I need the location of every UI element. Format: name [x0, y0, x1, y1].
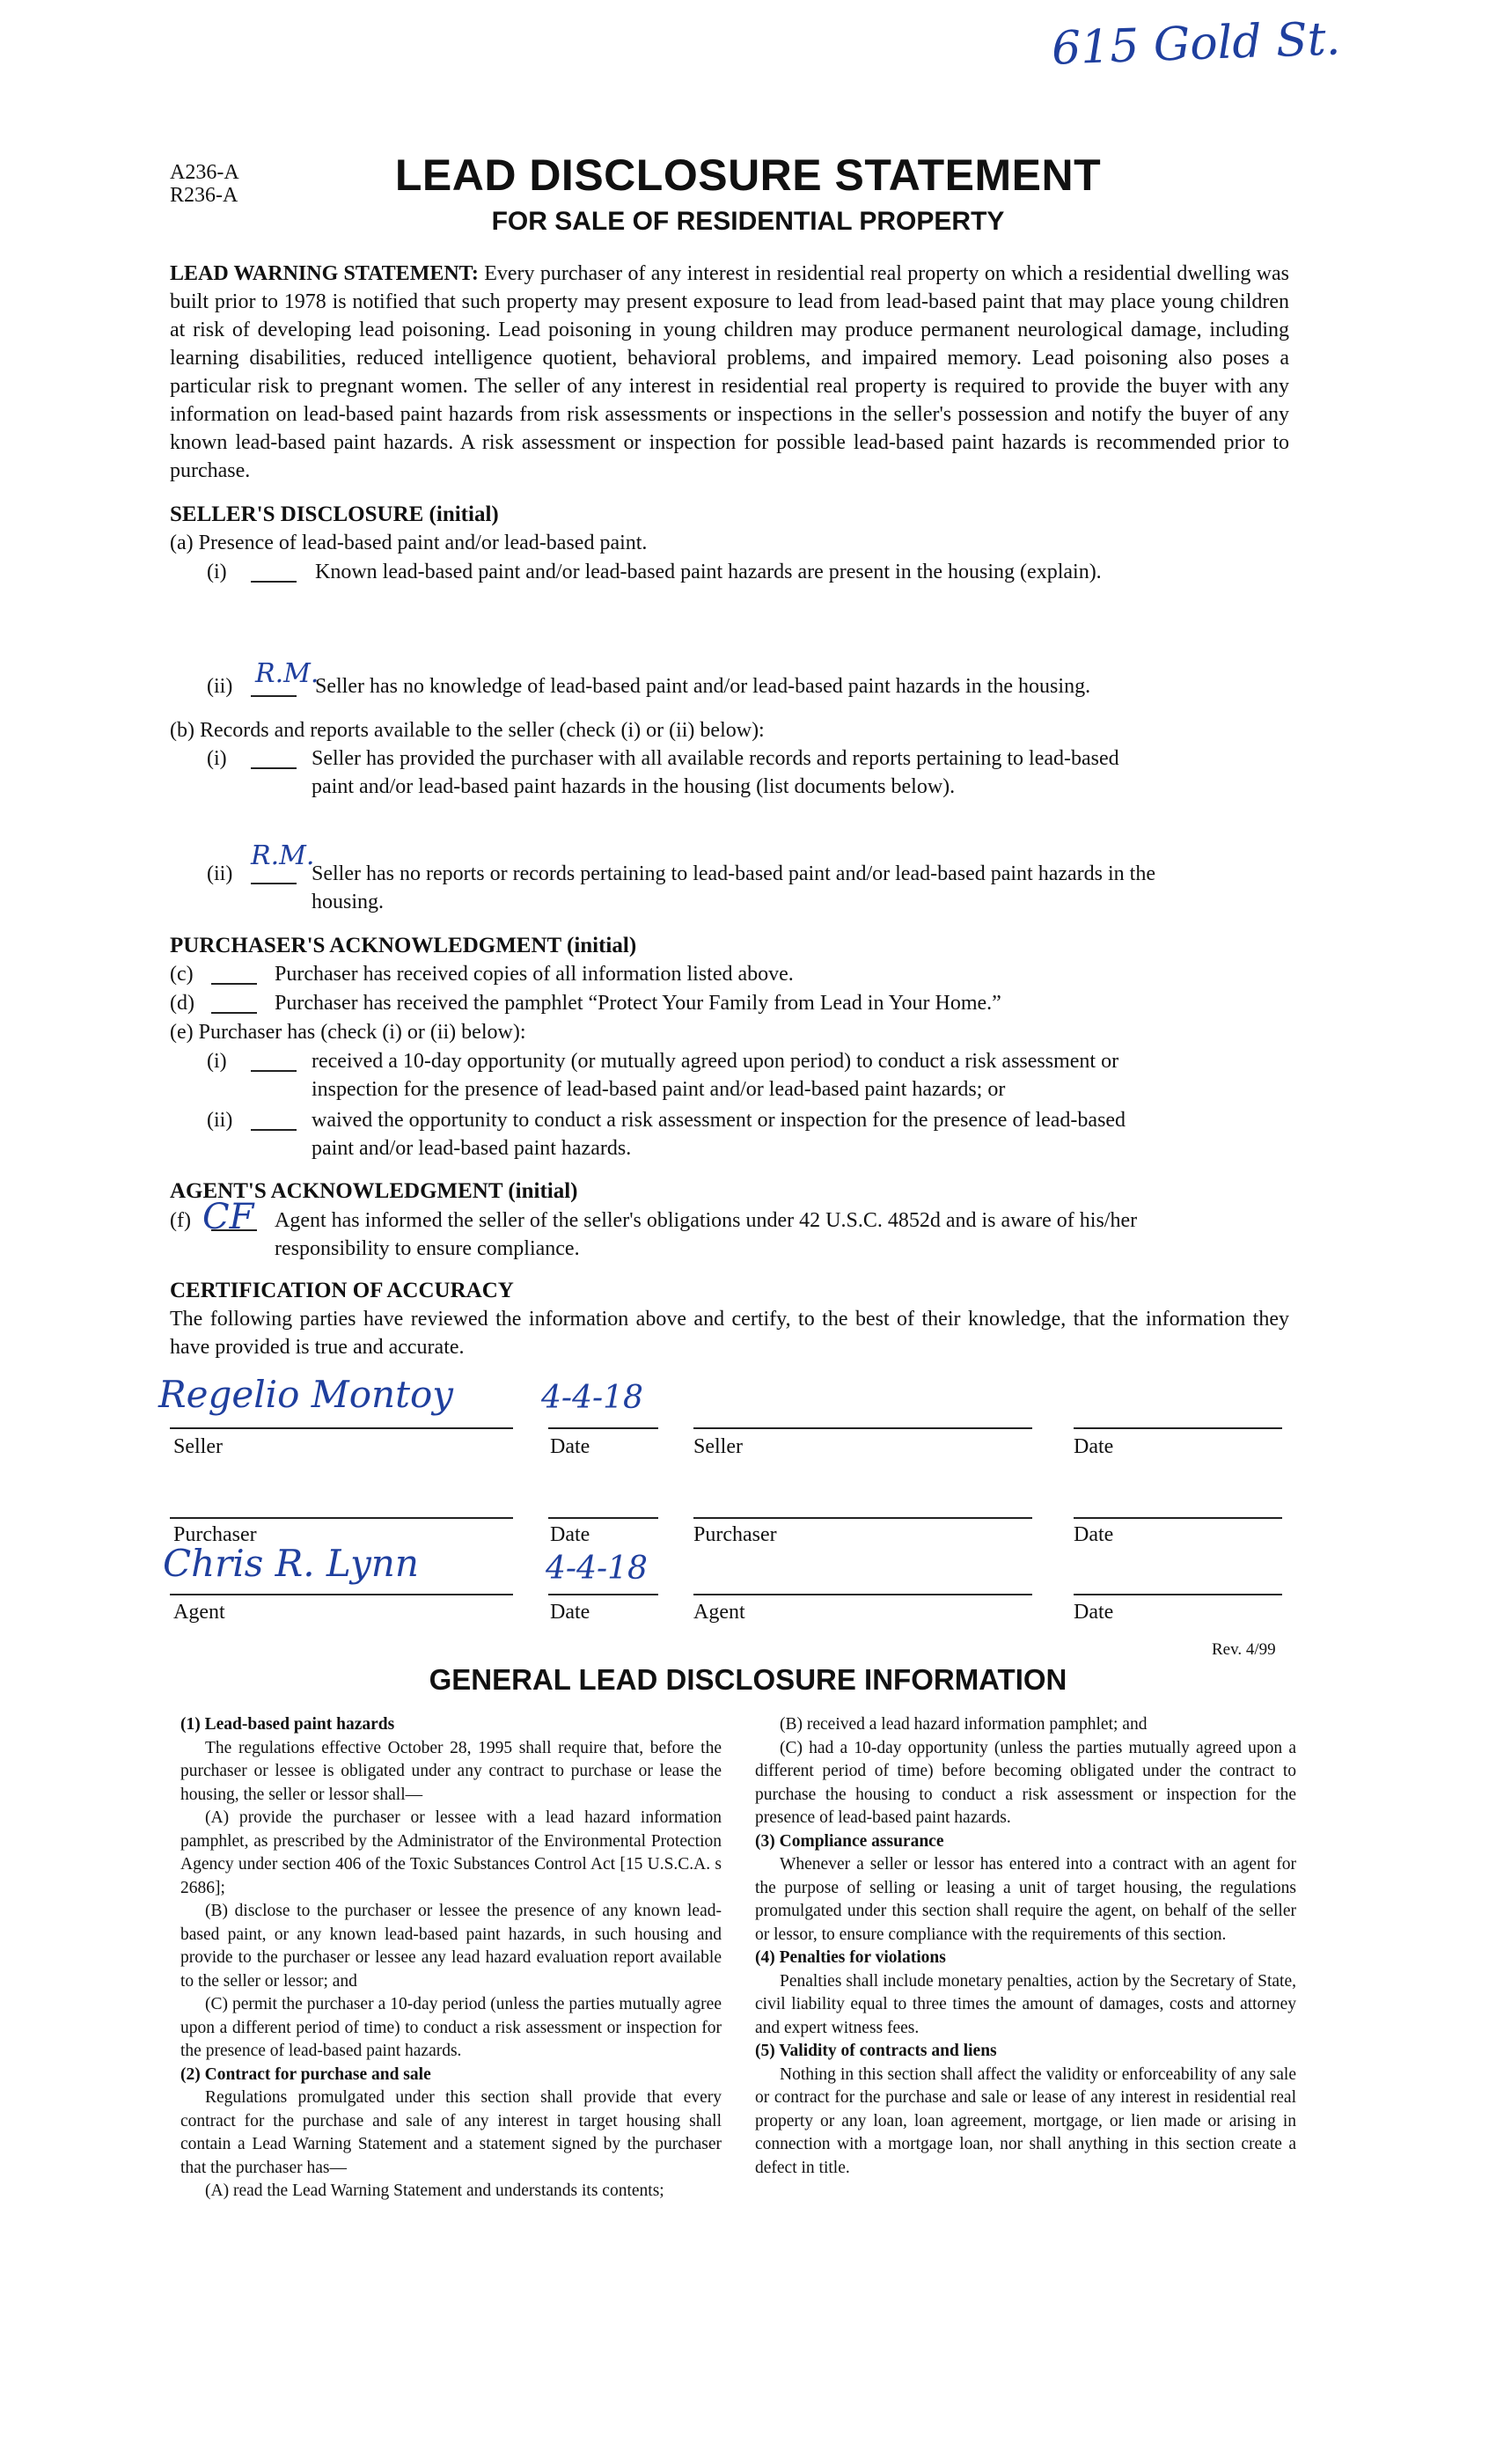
seller-item-b-ii-line1: Seller has no reports or records pertaining to lead-based paint and/or lead-based paint hazards in the	[312, 862, 1155, 885]
general-info-left-column	[180, 1713, 722, 2204]
purchaser-d-initial-field[interactable]	[211, 994, 257, 1014]
section-2-item-c: (C) had a 10-day opportunity (unless the parties mutually agreed upon a different period of time) before becoming obligated under the contract to purchase the housing to conduct a risk assessment or inspection for the presence of lead-based paint hazards.	[755, 1738, 1296, 1827]
certification-heading: CERTIFICATION OF ACCURACY	[170, 1279, 514, 1302]
agent2-label: Agent	[693, 1601, 745, 1624]
agent-item-f-num: (f)	[170, 1209, 191, 1232]
purchaser-c-initial-field[interactable]	[211, 965, 257, 985]
seller-a-i-initial-field[interactable]	[251, 563, 297, 583]
purchaser2-date-line[interactable]	[1074, 1517, 1282, 1519]
seller-date-line[interactable]	[548, 1427, 658, 1429]
seller-item-b-ii-line2: housing.	[312, 891, 385, 913]
warning-label: LEAD WARNING STATEMENT:	[170, 262, 479, 285]
lead-warning-statement	[170, 260, 1289, 485]
seller-item-a-ii-num: (ii)	[207, 675, 233, 698]
purchaser-label: Purchaser	[173, 1523, 257, 1546]
purchaser-ack-heading: PURCHASER'S ACKNOWLEDGMENT (initial)	[170, 934, 637, 957]
certification-text: The following parties have reviewed the information above and certify, to the best of their knowledge, that the information they have provided is true and accurate.	[170, 1308, 1289, 1359]
revision-note: Rev. 4/99	[1212, 1640, 1276, 1659]
section-4-text: Penalties shall include monetary penalties, action by the Secretary of State, civil liability equal to three times the amount of damages, costs and attorney and expert witness fees.	[755, 1971, 1296, 2037]
agent-ack-heading: AGENT'S ACKNOWLEDGMENT (initial)	[170, 1179, 578, 1203]
purchaser-item-e-ii-line2: paint and/or lead-based paint hazards.	[312, 1137, 632, 1160]
section-3-heading: (3) Compliance assurance	[755, 1831, 944, 1851]
purchaser-signature-line[interactable]	[170, 1517, 513, 1519]
seller-item-b: (b) Records and reports available to the seller (check (i) or (ii) below):	[170, 719, 765, 742]
seller-item-a-i-num: (i)	[207, 561, 227, 583]
agent2-signature-line[interactable]	[693, 1594, 1032, 1595]
agent-date-label: Date	[550, 1601, 590, 1624]
purchaser-e-ii-initial-field[interactable]	[251, 1111, 297, 1131]
purchaser2-signature-line[interactable]	[693, 1517, 1032, 1519]
form-code-r: R236-A	[170, 184, 238, 207]
general-info-right-column	[755, 1713, 1296, 2180]
section-5-heading: (5) Validity of contracts and liens	[755, 2042, 997, 2060]
seller-item-b-ii-num: (ii)	[207, 862, 233, 885]
agent-label: Agent	[173, 1601, 225, 1624]
seller-signature-date: 4-4-18	[541, 1380, 643, 1416]
section-4-heading: (4) Penalties for violations	[755, 1948, 946, 1967]
section-1-item-b: (B) disclose to the purchaser or lessee the presence of any known lead-based paint, or any known lead-based paint hazards, in such housing and provide to the purchaser or lessee any lead hazard evaluation report available to the seller or lessor; and	[180, 1902, 722, 1991]
agent2-date-line[interactable]	[1074, 1594, 1282, 1595]
purchaser-item-e: (e) Purchaser has (check (i) or (ii) below):	[170, 1021, 526, 1044]
seller-item-a: (a) Presence of lead-based paint and/or lead-based paint.	[170, 532, 648, 554]
section-1-intro: The regulations effective October 28, 1995 shall require that, before the purchaser or lessee is obligated under any contract to purchase or lease the housing, the seller or lessor shall—	[180, 1738, 722, 1804]
agent2-date-label: Date	[1074, 1601, 1114, 1624]
handwritten-address: 615 Gold St.	[1051, 12, 1342, 76]
section-1-heading: (1) Lead-based paint hazards	[180, 1715, 395, 1734]
seller2-label: Seller	[693, 1435, 743, 1458]
purchaser-item-e-ii-num: (ii)	[207, 1109, 233, 1132]
seller-date-label: Date	[550, 1435, 590, 1458]
seller-item-a-i: Known lead-based paint and/or lead-based paint hazards are present in the housing (explain).	[315, 561, 1102, 583]
document-subtitle: FOR SALE OF RESIDENTIAL PROPERTY	[491, 207, 1005, 236]
section-1-item-a: (A) provide the purchaser or lessee with a lead hazard information pamphlet, as prescribed by the Administrator of the Environmental Protection Agency under section 406 of the Toxic Substances Control Act [15 U.S.C.A. s 2686];	[180, 1808, 722, 1897]
seller-disclosure-heading: SELLER'S DISCLOSURE (initial)	[170, 502, 499, 526]
seller-signature-line[interactable]	[170, 1427, 513, 1429]
purchaser-item-c-num: (c)	[170, 963, 194, 986]
agent-signature-line[interactable]	[170, 1594, 513, 1595]
seller-item-b-i-line2: paint and/or lead-based paint hazards in the housing (list documents below).	[312, 775, 956, 798]
seller2-signature-line[interactable]	[693, 1427, 1032, 1429]
agent-signature-date: 4-4-18	[546, 1551, 648, 1587]
section-5-text: Nothing in this section shall affect the validity or enforceability of any sale or contract for the purchase and sale or lease of any interest in residential real property or any loan, loan agreement, mortgage, or lien made or arising in connection with a mortgage loan, nor shall anything in this section create a defect in title.	[755, 2064, 1296, 2177]
seller-item-b-i-num: (i)	[207, 747, 227, 770]
section-2-item-b: (B) received a lead hazard information pamphlet; and	[780, 1715, 1148, 1734]
purchaser2-date-label: Date	[1074, 1523, 1114, 1546]
agent-signature: Chris R. Lynn	[163, 1542, 419, 1585]
seller-signature: Regelio Montoy	[158, 1373, 453, 1416]
section-1-item-c: (C) permit the purchaser a 10-day period (unless the parties mutually agree upon a different period of time) to conduct a risk assessment or inspection for the presence of lead-based paint hazards.	[180, 1995, 722, 2060]
purchaser-item-e-ii-line1: waived the opportunity to conduct a risk assessment or inspection for the presence of lead-based	[312, 1109, 1126, 1132]
purchaser-date-line[interactable]	[548, 1517, 658, 1519]
purchaser-item-c: Purchaser has received copies of all information listed above.	[275, 963, 794, 986]
purchaser-item-d-num: (d)	[170, 992, 194, 1015]
purchaser2-label: Purchaser	[693, 1523, 777, 1546]
general-info-title: GENERAL LEAD DISCLOSURE INFORMATION	[429, 1663, 1067, 1696]
agent-item-f-line1: Agent has informed the seller of the seller's obligations under 42 U.S.C. 4852d and is aware of his/her	[275, 1209, 1138, 1232]
seller-label: Seller	[173, 1435, 223, 1458]
agent-date-line[interactable]	[548, 1594, 658, 1595]
section-2-intro: Regulations promulgated under this section shall provide that every contract for the purchase and sale of any interest in target housing shall contain a Lead Warning Statement and a statement signed by the purchaser that the purchaser has—	[180, 2088, 722, 2177]
seller2-date-line[interactable]	[1074, 1427, 1282, 1429]
agent-f-initials: CF	[202, 1197, 254, 1237]
document-title: LEAD DISCLOSURE STATEMENT	[394, 150, 1102, 200]
seller-b-i-initial-field[interactable]	[251, 750, 297, 769]
form-code-a: A236-A	[170, 161, 239, 184]
purchaser-item-d: Purchaser has received the pamphlet “Protect Your Family from Lead in Your Home.”	[275, 992, 1001, 1015]
purchaser-e-i-initial-field[interactable]	[251, 1052, 297, 1072]
seller-a-ii-initials: R.M.	[255, 658, 319, 689]
seller-item-b-i-line1: Seller has provided the purchaser with all available records and reports pertaining to lead-based	[312, 747, 1119, 770]
section-2-item-a: (A) read the Lead Warning Statement and understands its contents;	[205, 2182, 664, 2200]
purchaser-item-e-i-num: (i)	[207, 1050, 227, 1073]
warning-text: Every purchaser of any interest in residential real property on which a residential dwelling was built prior to 1978 is notified that such property may present exposure to lead from lead-based paint that may place young children at risk of developing lead poisoning. Lead poisoning in young children may produce permanent neurological damage, including learning disabilities, reduced intelligence quotient, behavioral problems, and impaired memory. Lead poisoning also poses a particular risk to pregnant women. The seller of any interest in residential real property is required to provide the buyer with any information on lead-based paint hazards from risk assessments or inspections in the seller's possession and notify the buyer of any known lead-based paint hazards. A risk assessment or inspection for possible lead-based paint hazards is recommended prior to purchase.	[170, 262, 1289, 482]
seller-b-ii-initials: R.M.	[251, 840, 315, 871]
agent-item-f-line2: responsibility to ensure compliance.	[275, 1237, 580, 1260]
seller-item-a-ii: Seller has no knowledge of lead-based paint and/or lead-based paint hazards in the housing.	[315, 675, 1091, 698]
purchaser-item-e-i-line2: inspection for the presence of lead-based paint and/or lead-based paint hazards; or	[312, 1078, 1006, 1101]
purchaser-item-e-i-line1: received a 10-day opportunity (or mutually agreed upon period) to conduct a risk assessment or	[312, 1050, 1119, 1073]
section-2-heading: (2) Contract for purchase and sale	[180, 2064, 431, 2084]
purchaser-date-label: Date	[550, 1523, 590, 1546]
section-3-text: Whenever a seller or lessor has entered into a contract with an agent for the purpose of selling or leasing a unit of target housing, the regulations promulgated under this section shall require the agent, on behalf of the seller or lessor, to ensure compliance with the requirements of this section.	[755, 1855, 1296, 1944]
seller2-date-label: Date	[1074, 1435, 1114, 1458]
